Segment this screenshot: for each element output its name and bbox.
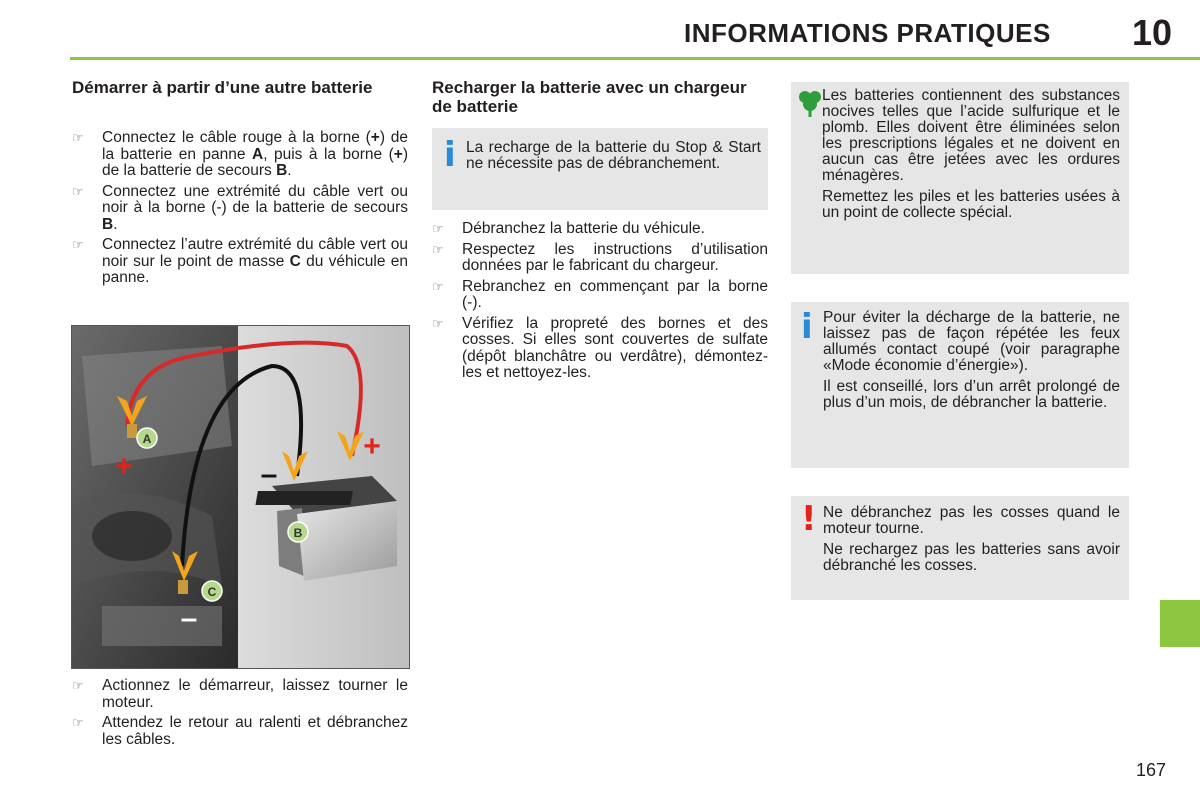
warning-box — [791, 496, 1129, 600]
warning-icon: ! — [801, 499, 817, 539]
list-item: ☞ Connectez le câble rouge à la borne (+) de la batterie en panne A, puis à la borne (+) de la batterie de secours B. — [72, 129, 409, 179]
info-text: Pour éviter la décharge de la batterie, ne laissez pas de façon répétée les feux allumés contact coupé (voir paragraphe «Mode économie d’énergie»). Il est conseillé, lors d’un arrêt prolongé de plus d’un mois, de débrancher la batterie. — [823, 309, 1120, 411]
chapter-number: 10 — [1132, 12, 1173, 53]
label-a: A — [142, 432, 152, 446]
jump-start-steps — [72, 130, 408, 291]
label-a-badge — [137, 428, 157, 448]
list-item: ☞ Attendez le retour au ralenti et débranchez les câbles. — [72, 714, 408, 748]
page-title: INFORMATIONS PRATIQUES — [684, 18, 1051, 48]
section-title-charger: Recharger la batterie avec un chargeur de batterie — [432, 78, 747, 116]
list-item: ☞ Vérifiez la propreté des bornes et des cosses. Si elles sont couvertes de sulfate (dépôt blanchâtre ou verdâtre), démontez-les et nettoyez-les. — [432, 314, 768, 381]
info-icon: i — [801, 307, 813, 347]
pointing-hand-icon: ☞ — [432, 315, 444, 331]
pointing-hand-icon: ☞ — [72, 130, 84, 145]
list-item: ☞ Connectez une extrémité du câble vert ou noir à la borne (-) de la batterie de secours B. — [72, 182, 408, 233]
minus-sign-b: – — [260, 458, 278, 491]
list-item: ☞ Rebranchez en commençant par la borne (-). — [432, 277, 768, 311]
charger-steps — [432, 221, 768, 386]
label-b: B — [293, 526, 303, 540]
pointing-hand-icon: ☞ — [72, 183, 84, 199]
page-number: 167 — [1136, 760, 1167, 780]
pointing-hand-icon: ☞ — [432, 278, 444, 294]
chapter-side-tab — [1160, 600, 1200, 647]
pointing-hand-icon: ☞ — [432, 241, 444, 257]
pointing-hand-icon: ☞ — [72, 237, 84, 252]
warning-text: Ne débranchez pas les cosses quand le moteur tourne. Ne rechargez pas les batteries sans avoir débranché les cosses. — [823, 504, 1120, 574]
leaf-icon — [797, 88, 823, 118]
info-icon: i — [444, 135, 456, 175]
environment-text: Les batteries contiennent des substances nocives telles que l’acide sulfurique et le plomb. Elles doivent être éliminées selon les prescriptions légales et ne doivent en aucun cas être jetées avec les ordures ménagères. Remettez les piles et les batteries usées à un point de collecte spécial. — [822, 87, 1120, 221]
environment-box — [791, 82, 1129, 274]
list-item: ☞ Respectez les instructions d’utilisation données par le fabricant du chargeur. — [432, 240, 768, 274]
info-text: La recharge de la batterie du Stop & Start ne nécessite pas de débranchement. — [466, 139, 761, 172]
label-c-badge — [202, 581, 222, 601]
list-item: ☞ Connectez l’autre extrémité du câble vert ou noir sur le point de masse C du véhicule en panne. — [72, 236, 408, 286]
info-box-battery-discharge — [791, 302, 1129, 468]
jump-start-final-steps — [72, 678, 408, 752]
minus-sign-c: – — [180, 602, 198, 635]
label-c: C — [207, 585, 217, 599]
list-item: ☞ Actionnez le démarreur, laissez tourner le moteur. — [72, 677, 408, 711]
pointing-hand-icon: ☞ — [432, 221, 444, 236]
header-rule — [70, 57, 1200, 60]
plus-sign-b: + — [363, 430, 381, 463]
plus-sign-a: + — [115, 450, 133, 483]
pointing-hand-icon: ☞ — [72, 715, 84, 730]
engine-bay-drawing — [72, 326, 409, 668]
info-box-stop-start — [432, 128, 768, 210]
label-b-badge — [288, 522, 308, 542]
pointing-hand-icon: ☞ — [72, 678, 84, 693]
jump-start-illustration — [71, 325, 410, 669]
section-title-jump-start: Démarrer à partir d’une autre batterie — [72, 78, 373, 97]
list-item: ☞ Débranchez la batterie du véhicule. — [432, 220, 705, 237]
